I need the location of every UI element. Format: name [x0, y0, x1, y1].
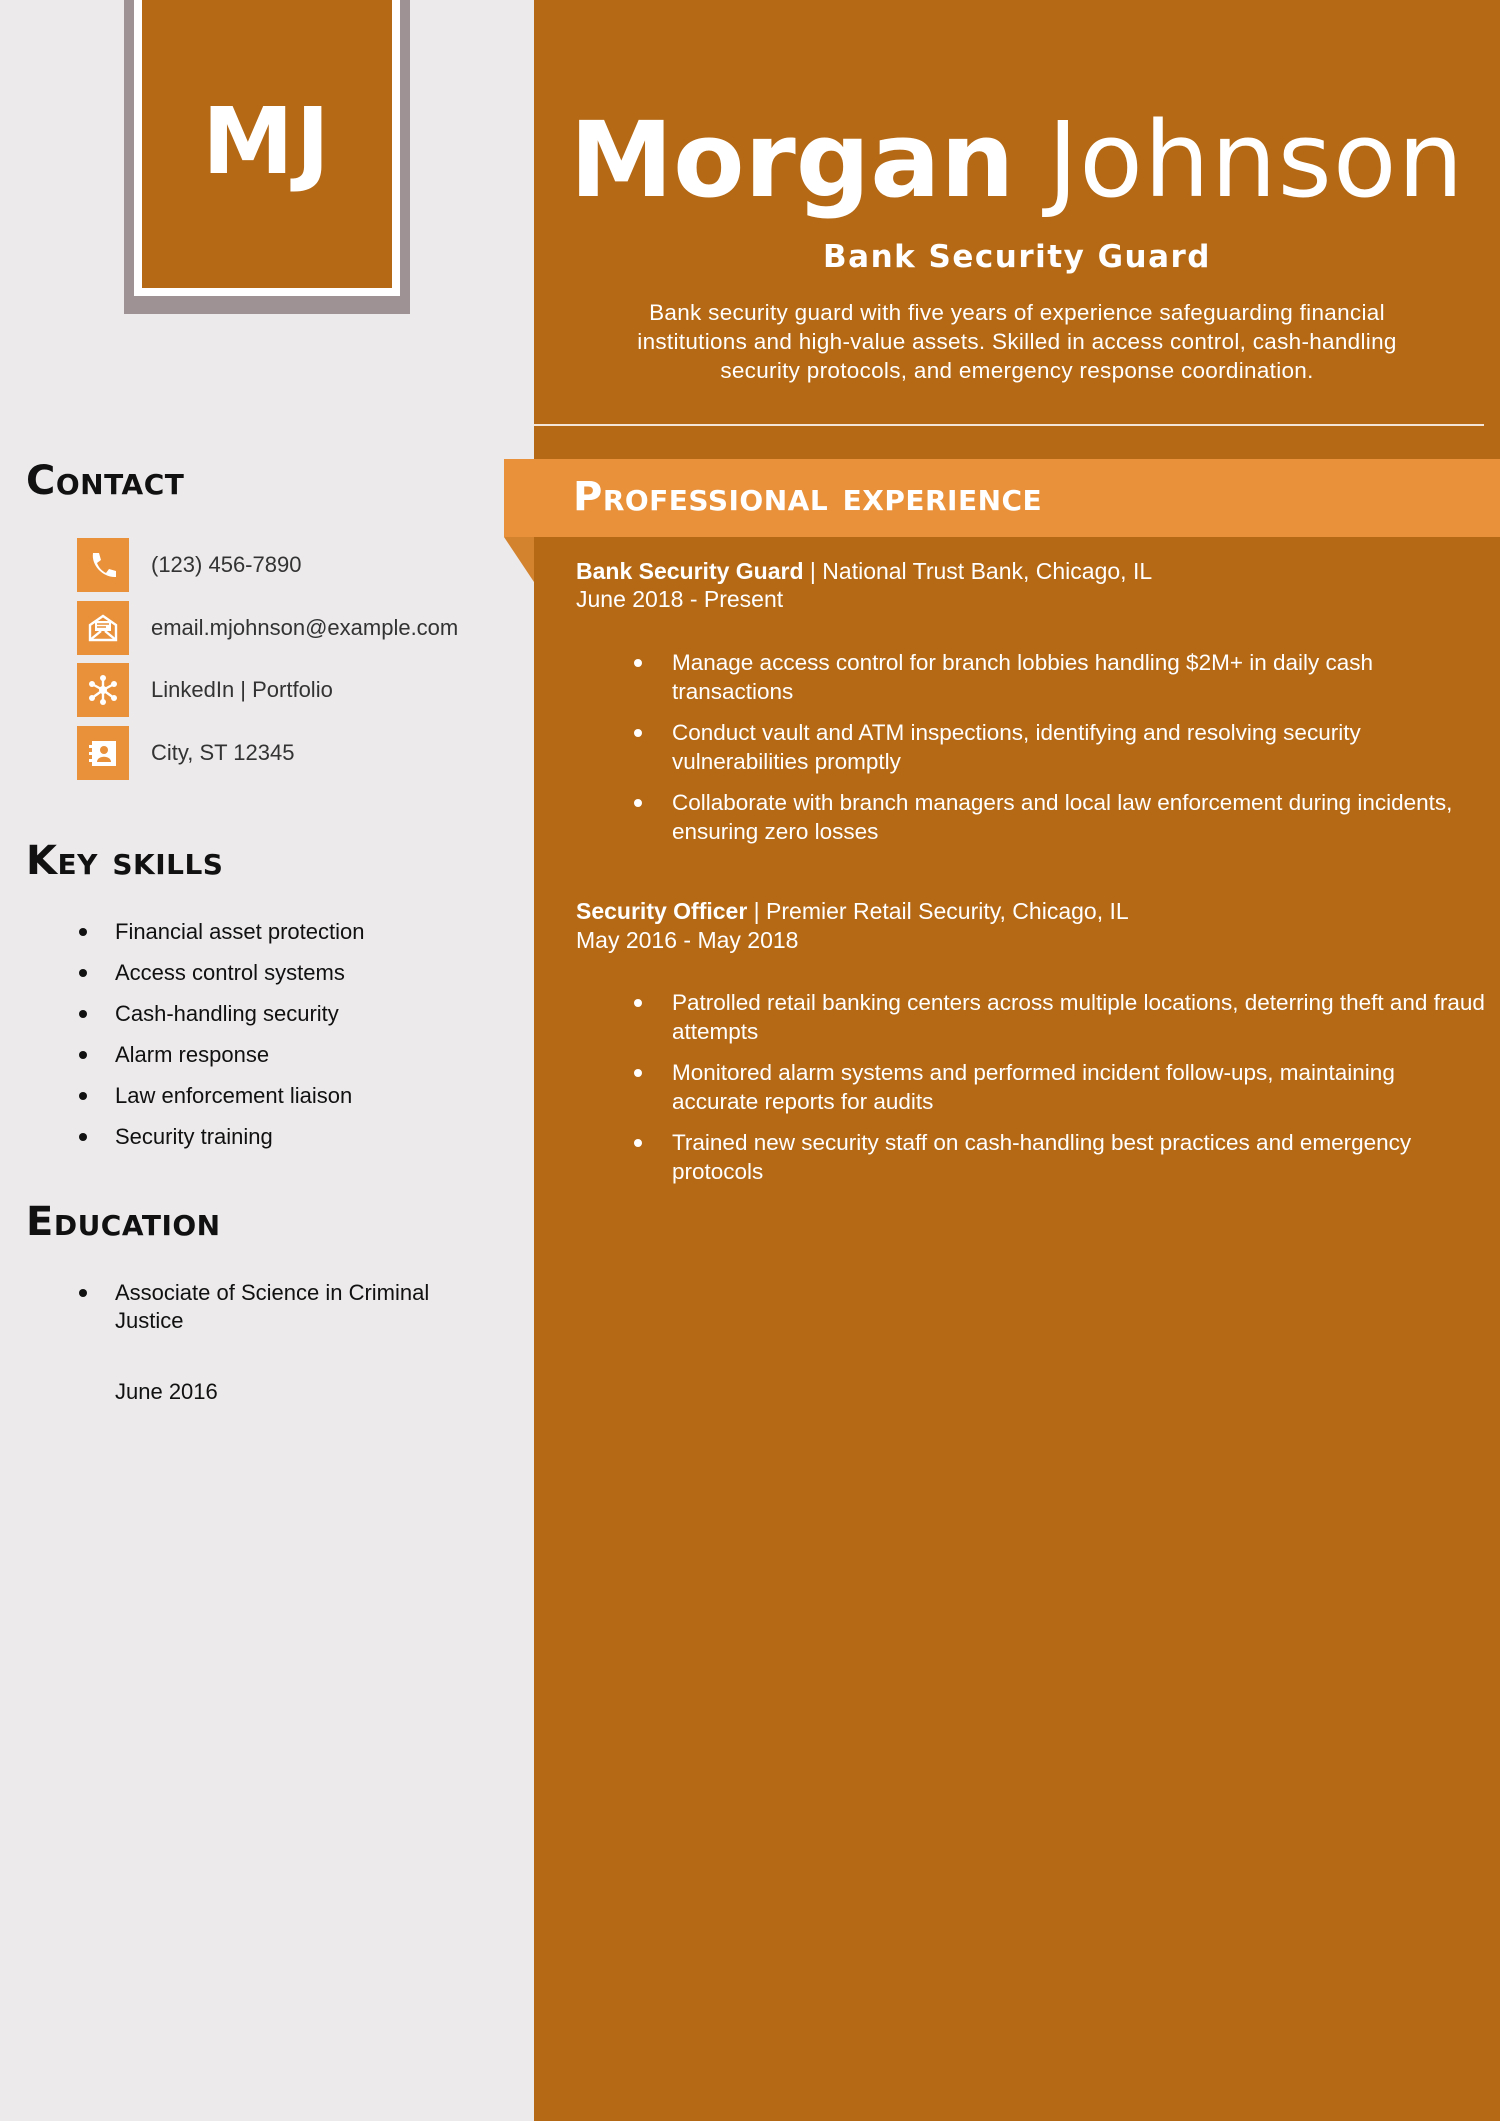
education-entry [0, 1279, 520, 1335]
job-header [576, 557, 1152, 586]
skill-item: Security training [0, 1123, 520, 1164]
job-dates: June 2018 - Present [576, 586, 784, 612]
contact-links [77, 663, 517, 717]
profile-summary: Bank security guard with five years of experience safeguarding financial institutions and high-value assets. Skilled in access control, cash-handling security protocols, and emergency response coordination. [637, 300, 1397, 383]
skills-list [0, 918, 520, 1164]
email-address: email.mjohnson@example.com [151, 615, 459, 640]
phone-icon [77, 538, 129, 592]
contact-address [77, 726, 517, 780]
skill-item: Alarm response [0, 1041, 520, 1082]
skill-item: Law enforcement liaison [0, 1082, 520, 1123]
skills-heading: Key skills [26, 838, 224, 884]
education-heading: Education [26, 1199, 221, 1245]
skill-item: Financial asset protection [0, 918, 520, 959]
contact-phone [77, 538, 517, 592]
contact-heading: Contact [26, 458, 185, 504]
phone-number: (123) 456-7890 [151, 552, 302, 577]
job-company: | National Trust Bank, Chicago, IL [803, 558, 1153, 584]
education-date: June 2016 [115, 1379, 218, 1404]
first-name: Morgan [569, 99, 1015, 221]
job-bullet: Collaborate with branch managers and local law enforcement during incidents, ensuring zero losses [576, 788, 1486, 846]
job-bullet-list [576, 988, 1486, 1198]
experience-heading: Professional experience [573, 474, 1043, 520]
monogram: MJ [202, 88, 332, 195]
skill-item: Cash-handling security [0, 1000, 520, 1041]
job-dates: May 2016 - May 2018 [576, 927, 799, 953]
job-bullet: Trained new security staff on cash-handling best practices and emergency protocols [576, 1128, 1486, 1186]
job-bullet-list [576, 648, 1486, 858]
skill-item: Access control systems [0, 959, 520, 1000]
linkedin-portfolio[interactable]: LinkedIn | Portfolio [151, 677, 333, 702]
job-role: Security Officer [576, 898, 748, 924]
candidate-name [534, 99, 1500, 221]
ribbon-fold [504, 537, 534, 582]
last-name: Johnson [1047, 99, 1465, 221]
job-company: | Premier Retail Security, Chicago, IL [747, 898, 1129, 924]
contact-email [77, 601, 517, 655]
header-divider [534, 424, 1484, 426]
email-icon [77, 601, 129, 655]
job-role: Bank Security Guard [576, 558, 804, 584]
job-bullet: Patrolled retail banking centers across multiple locations, deterring theft and fraud attempts [576, 988, 1486, 1046]
city-state-zip: City, ST 12345 [151, 740, 295, 765]
address-book-icon [77, 726, 129, 780]
job-header [576, 897, 1129, 926]
network-icon [77, 663, 129, 717]
job-title: Bank Security Guard [823, 239, 1211, 275]
job-bullet: Manage access control for branch lobbies handling $2M+ in daily cash transactions [576, 648, 1486, 706]
education-degree: Associate of Science in Criminal Justice [0, 1279, 465, 1335]
job-bullet: Monitored alarm systems and performed incident follow-ups, maintaining accurate reports for audits [576, 1058, 1486, 1116]
job-bullet: Conduct vault and ATM inspections, identifying and resolving security vulnerabilities promptly [576, 718, 1486, 776]
